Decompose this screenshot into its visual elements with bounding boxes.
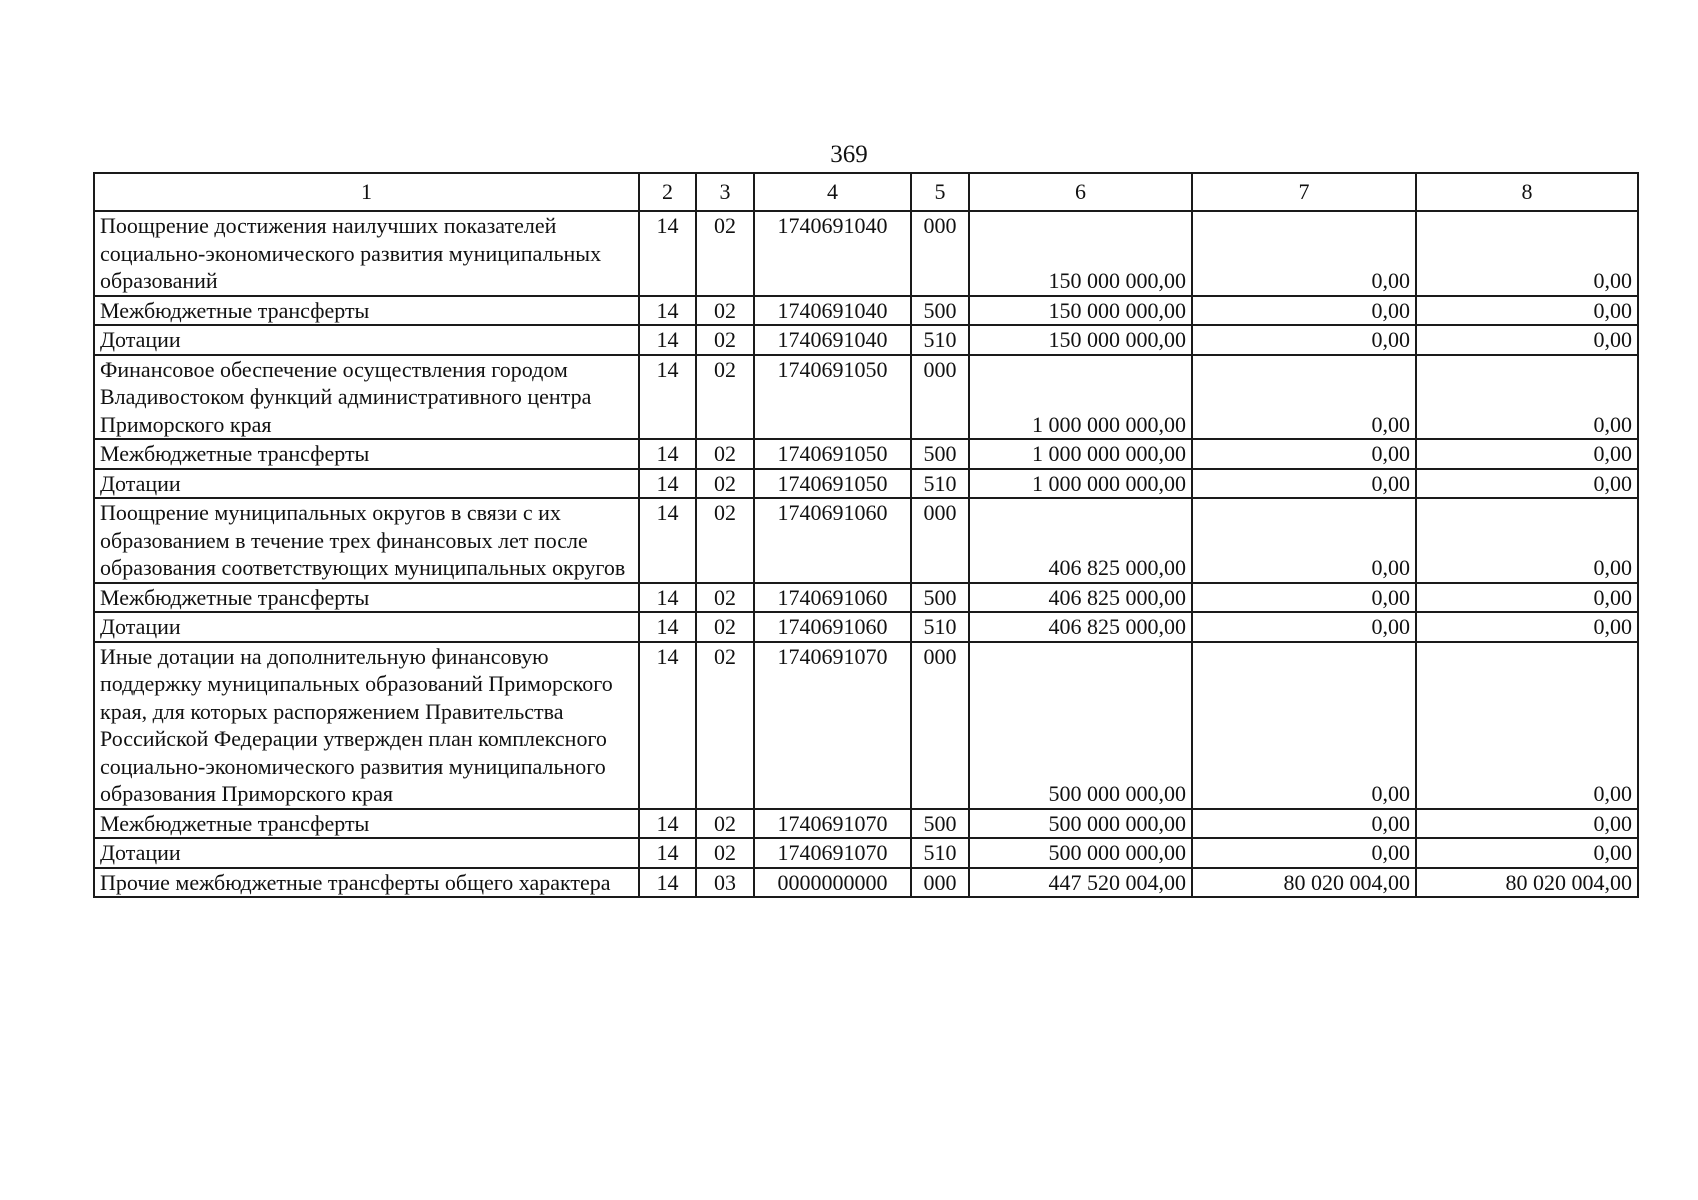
item-name-cell: Поощрение достижения наилучших показателей социально-экономического развития муниципальных образований [94,211,639,296]
subsection-cell: 02 [696,439,754,469]
target-article-cell: 1740691050 [754,439,911,469]
target-article-cell: 1740691040 [754,211,911,296]
table-row [94,868,1638,898]
column-header: 2 [639,173,696,211]
header-row [94,173,1638,211]
item-name-cell: Межбюджетные трансферты [94,439,639,469]
expense-type-cell: 510 [911,469,969,499]
section-cell: 14 [639,809,696,839]
item-name-cell: Дотации [94,838,639,868]
amount-col7-cell: 0,00 [1192,325,1416,355]
subsection-cell: 02 [696,325,754,355]
amount-col8-cell: 80 020 004,00 [1416,868,1638,898]
column-header: 6 [969,173,1192,211]
page-number: 369 [830,141,868,168]
table-row [94,809,1638,839]
table-row [94,469,1638,499]
item-name-cell: Иные дотации на дополнительную финансовую поддержку муниципальных образований Приморского края, для которых распоряжением Правительства Российской Федерации утвержден план комплексного социально-экономического развития муниципального образования Приморского края [94,642,639,809]
amount-col8-cell: 0,00 [1416,809,1638,839]
expense-type-cell: 510 [911,325,969,355]
column-header: 4 [754,173,911,211]
amount-col6-cell: 1 000 000 000,00 [969,439,1192,469]
section-cell: 14 [639,642,696,809]
item-name-cell: Дотации [94,325,639,355]
amount-col7-cell: 0,00 [1192,498,1416,583]
amount-col6-cell: 406 825 000,00 [969,498,1192,583]
column-header: 1 [94,173,639,211]
amount-col7-cell: 0,00 [1192,355,1416,440]
table-row [94,838,1638,868]
amount-col6-cell: 150 000 000,00 [969,325,1192,355]
table-row [94,498,1638,583]
amount-col8-cell: 0,00 [1416,498,1638,583]
amount-col7-cell: 0,00 [1192,583,1416,613]
target-article-cell: 0000000000 [754,868,911,898]
table-row [94,211,1638,296]
expense-type-cell: 000 [911,868,969,898]
target-article-cell: 1740691050 [754,355,911,440]
subsection-cell: 02 [696,355,754,440]
target-article-cell: 1740691040 [754,296,911,326]
section-cell: 14 [639,439,696,469]
section-cell: 14 [639,612,696,642]
amount-col6-cell: 1 000 000 000,00 [969,469,1192,499]
amount-col8-cell: 0,00 [1416,439,1638,469]
table-row [94,612,1638,642]
item-name-cell: Дотации [94,612,639,642]
subsection-cell: 02 [696,809,754,839]
target-article-cell: 1740691060 [754,498,911,583]
section-cell: 14 [639,469,696,499]
column-header: 3 [696,173,754,211]
column-header: 8 [1416,173,1638,211]
expense-type-cell: 500 [911,583,969,613]
subsection-cell: 02 [696,469,754,499]
expense-type-cell: 500 [911,296,969,326]
subsection-cell: 02 [696,612,754,642]
table-row [94,355,1638,440]
table-body [94,211,1638,897]
item-name-cell: Прочие межбюджетные трансферты общего характера [94,868,639,898]
expense-type-cell: 000 [911,498,969,583]
subsection-cell: 02 [696,211,754,296]
target-article-cell: 1740691070 [754,809,911,839]
amount-col7-cell: 0,00 [1192,642,1416,809]
table-row [94,325,1638,355]
subsection-cell: 02 [696,838,754,868]
section-cell: 14 [639,211,696,296]
subsection-cell: 02 [696,583,754,613]
item-name-cell: Межбюджетные трансферты [94,296,639,326]
target-article-cell: 1740691060 [754,583,911,613]
target-article-cell: 1740691040 [754,325,911,355]
section-cell: 14 [639,325,696,355]
section-cell: 14 [639,838,696,868]
section-cell: 14 [639,498,696,583]
amount-col7-cell: 0,00 [1192,612,1416,642]
expense-type-cell: 510 [911,838,969,868]
amount-col8-cell: 0,00 [1416,469,1638,499]
subsection-cell: 02 [696,498,754,583]
expense-type-cell: 000 [911,211,969,296]
amount-col6-cell: 1 000 000 000,00 [969,355,1192,440]
amount-col7-cell: 0,00 [1192,439,1416,469]
expense-type-cell: 510 [911,612,969,642]
amount-col6-cell: 500 000 000,00 [969,838,1192,868]
amount-col7-cell: 80 020 004,00 [1192,868,1416,898]
section-cell: 14 [639,296,696,326]
amount-col8-cell: 0,00 [1416,612,1638,642]
column-header: 7 [1192,173,1416,211]
amount-col7-cell: 0,00 [1192,469,1416,499]
amount-col8-cell: 0,00 [1416,325,1638,355]
amount-col8-cell: 0,00 [1416,838,1638,868]
target-article-cell: 1740691070 [754,642,911,809]
item-name-cell: Межбюджетные трансферты [94,809,639,839]
amount-col8-cell: 0,00 [1416,355,1638,440]
target-article-cell: 1740691060 [754,612,911,642]
section-cell: 14 [639,868,696,898]
item-name-cell: Финансовое обеспечение осуществления городом Владивостоком функций административного центра Приморского края [94,355,639,440]
amount-col6-cell: 406 825 000,00 [969,583,1192,613]
subsection-cell: 02 [696,642,754,809]
expense-type-cell: 500 [911,809,969,839]
expense-type-cell: 500 [911,439,969,469]
table-row [94,296,1638,326]
item-name-cell: Межбюджетные трансферты [94,583,639,613]
item-name-cell: Дотации [94,469,639,499]
amount-col6-cell: 500 000 000,00 [969,809,1192,839]
budget-table [93,172,1639,898]
target-article-cell: 1740691070 [754,838,911,868]
amount-col7-cell: 0,00 [1192,211,1416,296]
amount-col8-cell: 0,00 [1416,642,1638,809]
subsection-cell: 02 [696,296,754,326]
expense-type-cell: 000 [911,355,969,440]
section-cell: 14 [639,355,696,440]
amount-col6-cell: 447 520 004,00 [969,868,1192,898]
amount-col6-cell: 500 000 000,00 [969,642,1192,809]
amount-col8-cell: 0,00 [1416,583,1638,613]
column-header: 5 [911,173,969,211]
expense-type-cell: 000 [911,642,969,809]
table-row [94,583,1638,613]
table-row [94,439,1638,469]
amount-col7-cell: 0,00 [1192,296,1416,326]
amount-col7-cell: 0,00 [1192,809,1416,839]
amount-col6-cell: 406 825 000,00 [969,612,1192,642]
amount-col8-cell: 0,00 [1416,296,1638,326]
section-cell: 14 [639,583,696,613]
subsection-cell: 03 [696,868,754,898]
table-header [94,173,1638,211]
amount-col6-cell: 150 000 000,00 [969,296,1192,326]
item-name-cell: Поощрение муниципальных округов в связи с их образованием в течение трех финансовых лет после образования соответствующих муниципальных округов [94,498,639,583]
amount-col8-cell: 0,00 [1416,211,1638,296]
amount-col7-cell: 0,00 [1192,838,1416,868]
amount-col6-cell: 150 000 000,00 [969,211,1192,296]
table-row [94,642,1638,809]
target-article-cell: 1740691050 [754,469,911,499]
